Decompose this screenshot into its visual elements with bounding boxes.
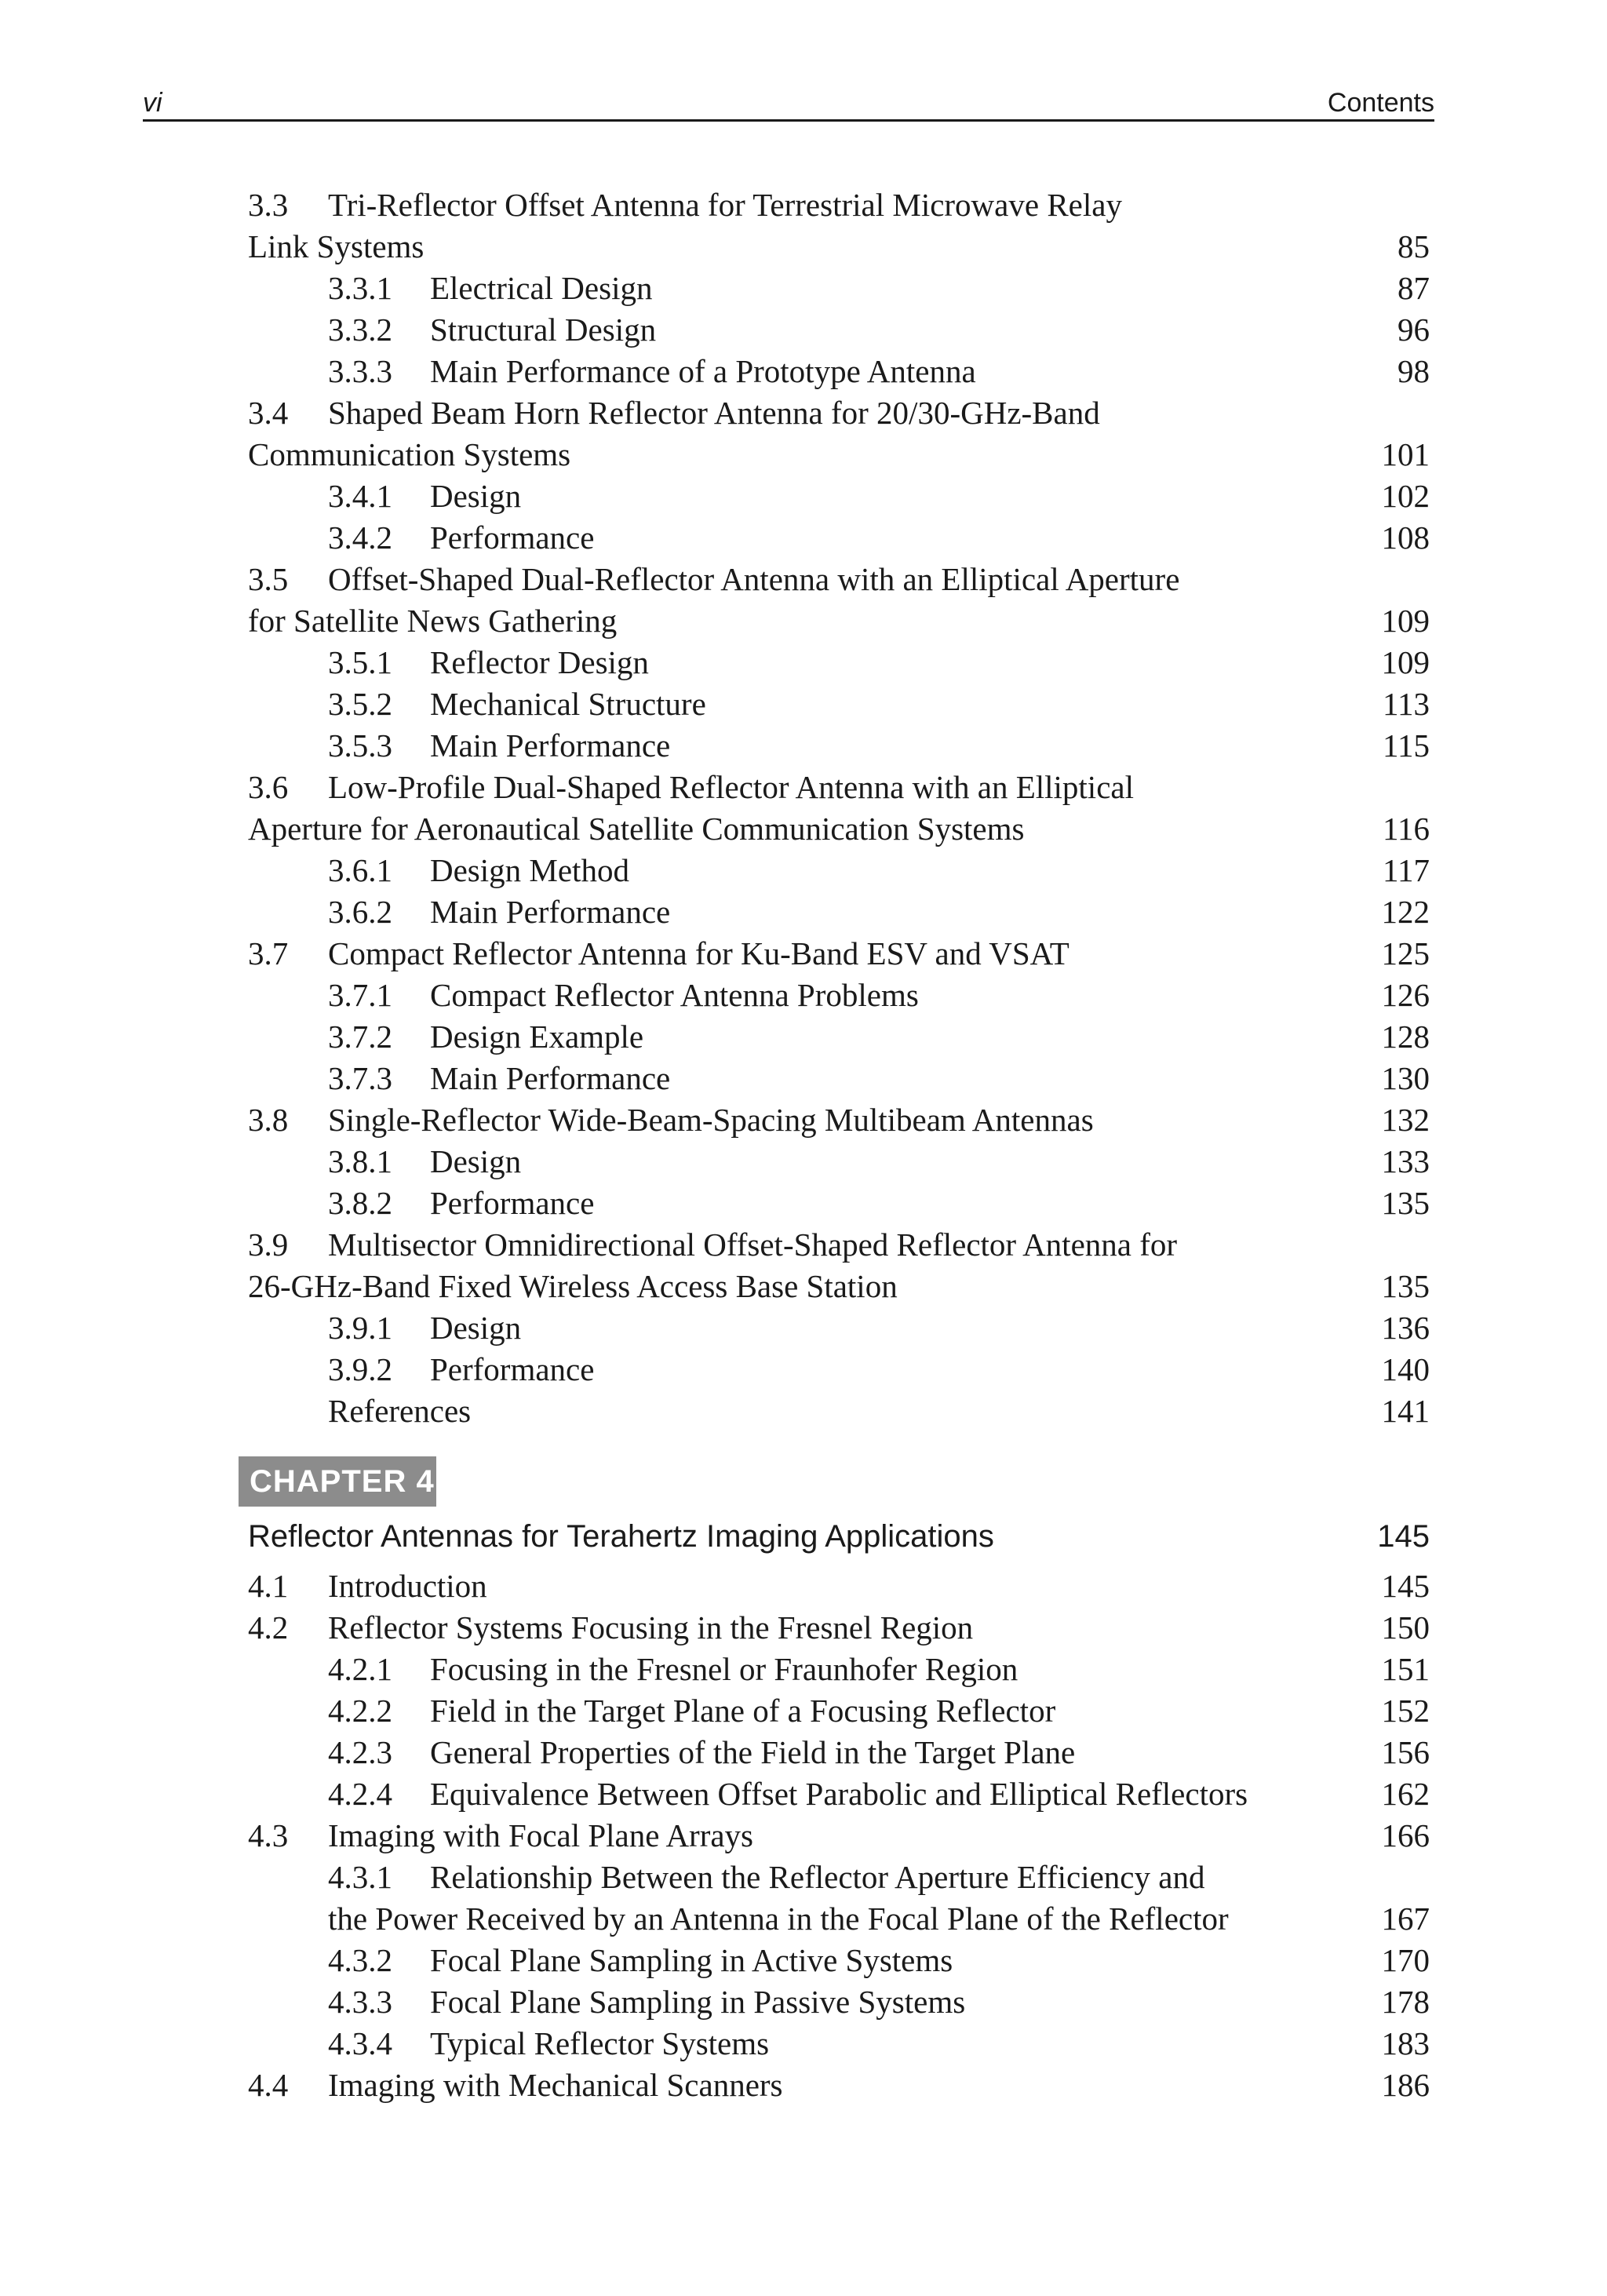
toc-entry-page: 125 xyxy=(1381,935,1430,971)
toc-entry-number: 3.4 xyxy=(248,395,289,431)
toc-entry-number: 3.9 xyxy=(248,1226,289,1263)
toc-entry-page: 166 xyxy=(1381,1817,1430,1853)
toc-entry-number: 3.6 xyxy=(248,769,289,805)
toc-entry xyxy=(248,1099,1430,1141)
toc-entry-page: 113 xyxy=(1383,686,1430,722)
toc-entry-page: 135 xyxy=(1381,1268,1430,1304)
toc-entry-title: for Satellite News Gathering xyxy=(248,603,618,639)
toc-entry-title: Design Method xyxy=(430,852,629,888)
toc-entry-page: 85 xyxy=(1397,228,1430,264)
toc-entry xyxy=(248,392,1430,434)
toc-entry xyxy=(248,1773,1430,1815)
toc-entry-page: 130 xyxy=(1381,1060,1430,1096)
toc-entry-number: 3.7.1 xyxy=(328,977,392,1013)
toc-entry-title: Focal Plane Sampling in Passive Systems xyxy=(430,1984,966,2020)
running-title: Contents xyxy=(1327,88,1434,118)
toc-entry-title: Imaging with Mechanical Scanners xyxy=(328,2067,783,2103)
toc-entry-title: Communication Systems xyxy=(248,436,571,472)
toc-entry xyxy=(248,1565,1430,1607)
toc-entry-page: 170 xyxy=(1381,1942,1430,1978)
toc-entry xyxy=(248,517,1430,559)
toc-entry-page: 115 xyxy=(1383,727,1430,764)
toc-entry-number: 3.8.1 xyxy=(328,1143,392,1179)
toc-entry-number: 3.4.2 xyxy=(328,519,392,556)
toc-entry-page: 117 xyxy=(1383,852,1430,888)
toc-entry-page: 167 xyxy=(1381,1901,1430,1937)
toc-entry xyxy=(248,184,1430,226)
toc-entry-number: 4.1 xyxy=(248,1568,289,1604)
toc-entry-number: 3.3.2 xyxy=(328,312,392,348)
toc-entry-page: 87 xyxy=(1397,270,1430,306)
toc-entry-number: 3.5.1 xyxy=(328,644,392,680)
toc-entry-number: 3.5 xyxy=(248,561,289,597)
toc-section-chapter-4 xyxy=(248,1565,1430,2106)
toc-entry-number: 4.2.1 xyxy=(328,1651,392,1687)
toc-entry-number: 4.2.3 xyxy=(328,1734,392,1770)
toc-entry-number: 3.7.3 xyxy=(328,1060,392,1096)
toc-entry-page: 98 xyxy=(1397,353,1430,389)
toc-entry-title: Reflector Design xyxy=(430,644,649,680)
toc-entry-title: Main Performance of a Prototype Antenna xyxy=(430,353,976,389)
toc-entry xyxy=(248,1058,1430,1099)
toc-entry xyxy=(248,767,1430,808)
toc-entry xyxy=(248,642,1430,683)
toc-entry xyxy=(248,850,1430,891)
toc-entry-page: 128 xyxy=(1381,1019,1430,1055)
toc-entry-title: Shaped Beam Horn Reflector Antenna for 20/30-GHz-Band xyxy=(328,395,1100,431)
toc-entry-title: References xyxy=(328,1393,472,1429)
toc-entry xyxy=(248,1349,1430,1390)
toc-entry xyxy=(248,683,1430,725)
toc-entry-page: 132 xyxy=(1381,1102,1430,1138)
toc-entry-number: 4.3.4 xyxy=(328,2025,392,2061)
chapter-title-row xyxy=(248,1514,1430,1558)
toc-entry-title: Focal Plane Sampling in Active Systems xyxy=(430,1942,953,1978)
toc-entry-page: 136 xyxy=(1381,1310,1430,1346)
toc-entry-number: 3.7.2 xyxy=(328,1019,392,1055)
toc-entry xyxy=(248,1898,1430,1940)
toc-entry xyxy=(248,1815,1430,1857)
toc-entry xyxy=(248,226,1430,268)
toc-entry xyxy=(248,1390,1430,1432)
toc-entry-page: 140 xyxy=(1381,1351,1430,1387)
toc-entry xyxy=(248,309,1430,351)
toc-entry-page: 156 xyxy=(1381,1734,1430,1770)
toc-entry xyxy=(248,725,1430,767)
toc-entry-title: Offset-Shaped Dual-Reflector Antenna with an Elliptical Aperture xyxy=(328,561,1180,597)
toc-entry-page: 135 xyxy=(1381,1185,1430,1221)
toc-entry-number: 3.7 xyxy=(248,935,289,971)
toc-entry xyxy=(248,1016,1430,1058)
toc-entry-title: Typical Reflector Systems xyxy=(430,2025,770,2061)
toc-entry-page: 162 xyxy=(1381,1776,1430,1812)
toc-entry xyxy=(248,808,1430,850)
toc-entry-page: 109 xyxy=(1381,603,1430,639)
toc-entry-title: Design xyxy=(430,478,522,514)
toc-entry-title: Multisector Omnidirectional Offset-Shaped Reflector Antenna for xyxy=(328,1226,1178,1263)
toc-entry xyxy=(248,891,1430,933)
toc-entry-page: 96 xyxy=(1397,312,1430,348)
toc-entry-title: Performance xyxy=(430,519,595,556)
toc-entry-number: 4.2 xyxy=(248,1609,289,1645)
toc-entry xyxy=(248,1940,1430,1981)
toc-entry-number: 3.8.2 xyxy=(328,1185,392,1221)
toc-entry-title: Design Example xyxy=(430,1019,644,1055)
toc-entry-page: 133 xyxy=(1381,1143,1430,1179)
toc-entry-title: Low-Profile Dual-Shaped Reflector Antenna with an Elliptical xyxy=(328,769,1134,805)
toc-entry-number: 4.2.2 xyxy=(328,1693,392,1729)
toc-entry-number: 3.3 xyxy=(248,187,289,223)
toc-entry xyxy=(248,1607,1430,1649)
toc-entry xyxy=(248,434,1430,476)
toc-entry-title: Compact Reflector Antenna Problems xyxy=(430,977,919,1013)
toc-entry-title: Compact Reflector Antenna for Ku-Band ESV and VSAT xyxy=(328,935,1070,971)
toc-entry-title: Link Systems xyxy=(248,228,425,264)
toc-entry-title: Imaging with Focal Plane Arrays xyxy=(328,1817,754,1853)
toc-entry-number: 3.9.1 xyxy=(328,1310,392,1346)
toc-entry-number: 3.6.1 xyxy=(328,852,392,888)
toc-entry-page: 126 xyxy=(1381,977,1430,1013)
toc-entry-title: 26-GHz-Band Fixed Wireless Access Base Station xyxy=(248,1268,898,1304)
toc-entry-title: Main Performance xyxy=(430,727,671,764)
toc-entry xyxy=(248,1307,1430,1349)
chapter-title: Reflector Antennas for Terahertz Imaging Applications xyxy=(248,1519,994,1554)
toc-entry-title: Field in the Target Plane of a Focusing Reflector xyxy=(430,1693,1056,1729)
toc-entry xyxy=(248,1690,1430,1732)
toc-entry-number: 3.6.2 xyxy=(328,894,392,930)
toc-entry-title: Tri-Reflector Offset Antenna for Terrestrial Microwave Relay xyxy=(328,187,1122,223)
toc-entry-number: 4.3 xyxy=(248,1817,289,1853)
toc-entry-title: the Power Received by an Antenna in the Focal Plane of the Reflector xyxy=(328,1901,1229,1937)
toc-entry-title: Relationship Between the Reflector Aperture Efficiency and xyxy=(430,1859,1205,1895)
toc-entry-title: Focusing in the Fresnel or Fraunhofer Region xyxy=(430,1651,1018,1687)
toc-section-chapter-3 xyxy=(248,184,1430,1432)
toc-entry-page: 108 xyxy=(1381,519,1430,556)
toc-entry-page: 101 xyxy=(1381,436,1430,472)
toc-entry xyxy=(248,351,1430,392)
toc-entry xyxy=(248,2065,1430,2106)
toc-entry-title: Design xyxy=(430,1143,522,1179)
toc-entry xyxy=(248,1141,1430,1183)
toc-entry-title: Electrical Design xyxy=(430,270,653,306)
toc-entry xyxy=(248,1732,1430,1773)
toc-entry-title: Introduction xyxy=(328,1568,487,1604)
toc-entry xyxy=(248,600,1430,642)
toc-entry-title: Mechanical Structure xyxy=(430,686,706,722)
toc-entry-title: Main Performance xyxy=(430,894,671,930)
toc-entry-number: 3.3.1 xyxy=(328,270,392,306)
toc-entry-number: 4.3.3 xyxy=(328,1984,392,2020)
toc-entry-page: 145 xyxy=(1381,1568,1430,1604)
toc-entry-title: Performance xyxy=(430,1185,595,1221)
toc-entry xyxy=(248,2023,1430,2065)
toc-entry-title: Design xyxy=(430,1310,522,1346)
toc-entry-number: 3.4.1 xyxy=(328,478,392,514)
toc-entry-page: 151 xyxy=(1381,1651,1430,1687)
running-header xyxy=(143,88,1434,122)
toc-entry-page: 186 xyxy=(1381,2067,1430,2103)
toc-entry xyxy=(248,559,1430,600)
toc-entry-title: Main Performance xyxy=(430,1060,671,1096)
toc-entry-number: 4.2.4 xyxy=(328,1776,392,1812)
toc-entry-page: 116 xyxy=(1383,811,1430,847)
chapter-label: CHAPTER 4 xyxy=(239,1456,436,1507)
toc-entry-page: 109 xyxy=(1381,644,1430,680)
toc-entry xyxy=(248,1857,1430,1898)
toc-entry xyxy=(248,1981,1430,2023)
toc-entry-page: 178 xyxy=(1381,1984,1430,2020)
toc-entry xyxy=(248,1224,1430,1266)
toc-entry-title: Aperture for Aeronautical Satellite Communication Systems xyxy=(248,811,1025,847)
toc-entry-title: Reflector Systems Focusing in the Fresnel Region xyxy=(328,1609,974,1645)
page-number-roman: vi xyxy=(143,88,162,118)
toc-entry xyxy=(248,1266,1430,1307)
toc-entry-page: 102 xyxy=(1381,478,1430,514)
toc-entry-page: 183 xyxy=(1381,2025,1430,2061)
toc-entry-number: 3.5.3 xyxy=(328,727,392,764)
toc-entry-title: Performance xyxy=(430,1351,595,1387)
toc-entry xyxy=(248,1649,1430,1690)
toc-entry xyxy=(248,975,1430,1016)
toc-entry-page: 141 xyxy=(1381,1393,1430,1429)
toc-entry-number: 3.5.2 xyxy=(328,686,392,722)
toc-entry-page: 152 xyxy=(1381,1693,1430,1729)
toc-entry-page: 122 xyxy=(1381,894,1430,930)
toc-entry xyxy=(248,1183,1430,1224)
toc-entry-number: 4.3.2 xyxy=(328,1942,392,1978)
toc-entry xyxy=(248,476,1430,517)
toc-entry-page: 150 xyxy=(1381,1609,1430,1645)
toc-entry xyxy=(248,268,1430,309)
toc-entry-title: General Properties of the Field in the Target Plane xyxy=(430,1734,1076,1770)
toc-entry-title: Structural Design xyxy=(430,312,657,348)
toc-entry-number: 3.9.2 xyxy=(328,1351,392,1387)
toc-entry-number: 3.3.3 xyxy=(328,353,392,389)
toc-entry-title: Single-Reflector Wide-Beam-Spacing Multibeam Antennas xyxy=(328,1102,1094,1138)
chapter-page: 145 xyxy=(1377,1519,1430,1554)
toc-entry-title: Equivalence Between Offset Parabolic and Elliptical Reflectors xyxy=(430,1776,1248,1812)
toc-entry-number: 3.8 xyxy=(248,1102,289,1138)
toc-entry-number: 4.4 xyxy=(248,2067,289,2103)
toc-entry xyxy=(248,933,1430,975)
toc-entry-number: 4.3.1 xyxy=(328,1859,392,1895)
